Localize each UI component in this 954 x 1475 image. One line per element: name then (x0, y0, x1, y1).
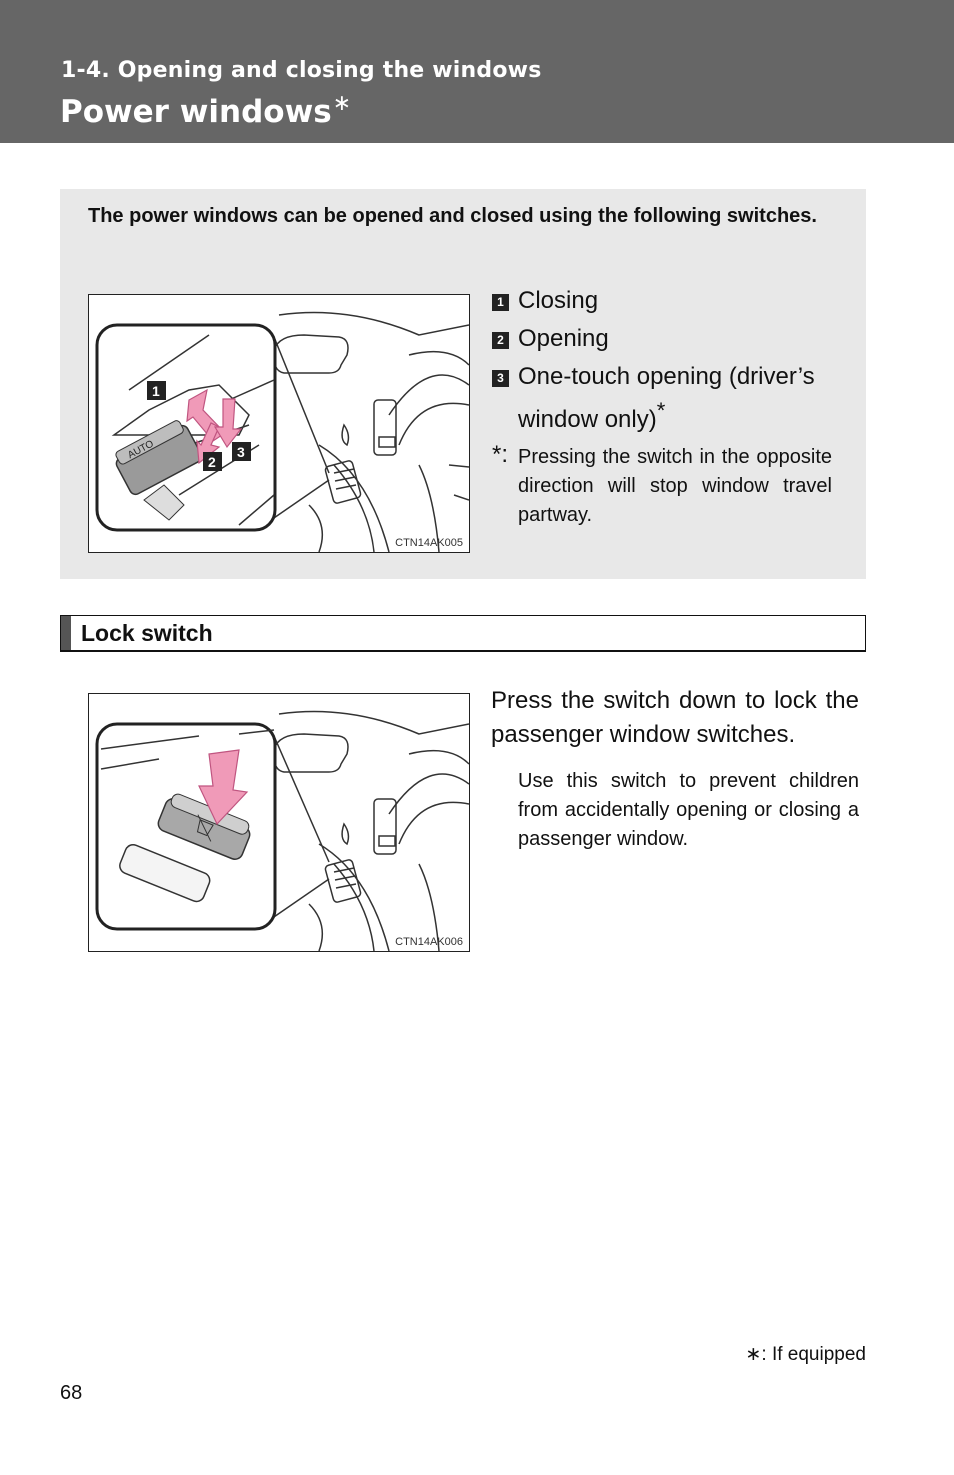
lock-switch-instruction: Press the switch down to lock the passenger window switches. (491, 687, 859, 748)
figure-code: CTN14AK006 (395, 936, 463, 948)
auto-label: AUTO (126, 438, 156, 462)
legend-label: One-touch opening (driver’s window only) (518, 363, 815, 433)
page-title-text: Power windows (60, 94, 332, 130)
lock-switch-diagram (89, 694, 469, 951)
legend-item-one-touch (492, 360, 832, 437)
note-text: Pressing the switch in the opposite direction will stop window travel partway. (518, 446, 832, 526)
heading-bar (61, 616, 71, 650)
legend-item-opening (492, 322, 832, 356)
power-window-switch-illustration (88, 294, 470, 553)
if-equipped-footnote: ∗: If equipped (745, 1344, 866, 1365)
switch-legend (492, 284, 832, 530)
asterisk-mark: * (656, 398, 666, 423)
legend-item-closing (492, 284, 832, 318)
legend-label: Opening (518, 325, 609, 352)
callout-1: 1 (152, 383, 160, 399)
number-badge: 1 (492, 294, 509, 311)
legend-label: Closing (518, 287, 599, 314)
callout-3: 3 (237, 444, 245, 460)
page-number: 68 (60, 1382, 83, 1404)
legend-note (492, 443, 832, 530)
number-badge: 2 (492, 332, 509, 349)
lock-switch-heading (60, 615, 866, 652)
heading-text: Lock switch (81, 620, 213, 646)
callout-2: 2 (208, 454, 216, 470)
page-title (60, 91, 351, 130)
if-equipped-mark: ∗ (332, 91, 352, 116)
section-title: 1-4. Opening and closing the windows (61, 58, 542, 83)
figure-code: CTN14AK005 (395, 537, 463, 549)
lock-switch-illustration (88, 693, 470, 952)
number-badge: 3 (492, 370, 509, 387)
switch-diagram (89, 295, 469, 552)
page-header (0, 0, 954, 143)
lock-switch-note: Use this switch to prevent children from accidentally opening or closing a passenger window. (518, 770, 859, 850)
intro-text: The power windows can be opened and closed using the following switches. (88, 205, 817, 227)
note-mark: *: (492, 441, 509, 468)
